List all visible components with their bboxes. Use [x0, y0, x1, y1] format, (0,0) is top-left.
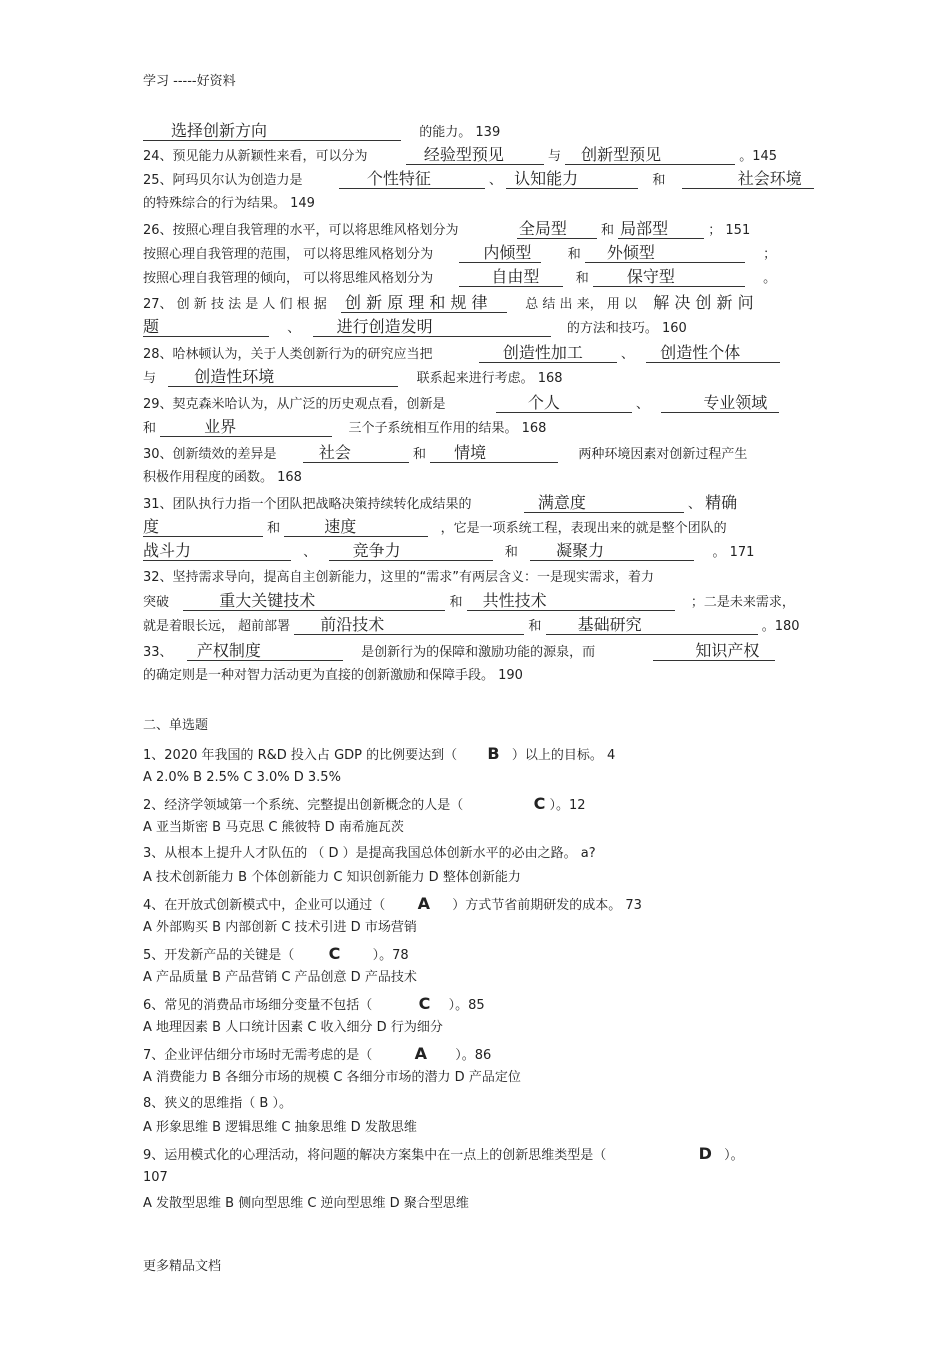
q33-text: 33、 — [143, 645, 173, 660]
q30-line — [143, 444, 747, 466]
mc-q5-options: A 产品质量 B 产品营销 C 产品创意 D 产品技术 — [143, 970, 417, 985]
q32-answer-b: 共性技术 — [467, 592, 675, 611]
mc-q4-answer: A — [417, 894, 430, 913]
q32-line3 — [143, 616, 800, 638]
mc-q2 — [143, 794, 586, 816]
q26-text: 26、按照心理自我管理的水平，可以将思维风格划分为 — [143, 223, 459, 238]
q32-l3-mid: 和 — [528, 619, 542, 634]
q31-text: 31、团队执行力指一个团队把战略决策持续转化成结果的 — [143, 497, 472, 512]
mc-q6 — [143, 994, 485, 1016]
mc-q1-options: A 2.0% B 2.5% C 3.0% D 3.5% — [143, 770, 341, 785]
mc-q2-options: A 亚当斯密 B 马克思 C 熊彼特 D 南希施瓦茨 — [143, 820, 404, 835]
q26-l3-text: 按照心理自我管理的倾向， 可以将思维风格划分为 — [143, 271, 434, 286]
q26-line3 — [143, 268, 776, 290]
q28-text: 28、哈林顿认为，关于人类创新行为的研究应当把 — [143, 347, 433, 362]
q30-text: 30、创新绩效的差异是 — [143, 447, 277, 462]
q30-tail: 两种环境因素对创新过程产生 — [578, 447, 748, 462]
q27-answer-b1: 解 决 创 新 问 — [653, 293, 754, 312]
q26-answer-e: 自由型 — [459, 268, 563, 287]
q31-answer-f: 凝聚力 — [530, 542, 694, 561]
q27-line — [143, 294, 769, 316]
q31-l2-tail: ，它是一项系统工程，表现出来的就是整个团队的 — [440, 521, 727, 536]
q33-line2: 的确定则是一种对智力活动更为直接的创新激励和保障手段。 190 — [143, 668, 523, 683]
q24-mid: 与 — [547, 149, 561, 164]
q31-answer-d: 战斗力 — [143, 542, 291, 561]
q27-mid: 总 结 出 来， 用 以 — [525, 297, 637, 312]
q27-line2 — [143, 318, 687, 340]
mc-q7 — [143, 1044, 491, 1066]
q28-l2-text: 与 — [143, 371, 157, 386]
q24-answer-b: 创新型预见 — [565, 146, 735, 165]
q32-answer-d: 基础研究 — [546, 616, 758, 635]
mc-q6-options: A 地理因素 B 人口统计因素 C 收入细分 D 行为细分 — [143, 1020, 443, 1035]
q32-tail: 。180 — [761, 619, 800, 634]
q26-l3-mid: 和 — [575, 271, 589, 286]
q25-sep: 、 — [488, 173, 502, 188]
mc-q1-text: 1、2020 年我国的 R&D 投入占 GDP 的比例要达到（ — [143, 748, 458, 763]
mc-q4-tail: ）方式节省前期研发的成本。 73 — [452, 898, 642, 913]
mc-q5 — [143, 944, 409, 966]
q33-mid: 是创新行为的保障和激励功能的源泉，而 — [361, 645, 596, 660]
mc-q3: 3、从根本上提升人才队伍的 （ D ）是提高我国总体创新水平的必由之路。 a? — [143, 846, 596, 861]
mc-q5-tail: ）。78 — [372, 948, 409, 963]
mc-q8-options: A 形象思维 B 逻辑思维 C 抽象思维 D 发散思维 — [143, 1120, 417, 1135]
q31-tail: 。 171 — [712, 545, 755, 560]
q25-answer-a: 个性特征 — [339, 170, 485, 189]
q29-text: 29、契克森米哈认为，从广泛的历史观点看，创新是 — [143, 397, 446, 412]
q25-answer-b: 认知能力 — [506, 170, 638, 189]
q32-answer-a: 重大关键技术 — [183, 592, 445, 611]
q30-mid: 和 — [412, 447, 426, 462]
q33-line — [143, 642, 775, 664]
mc-q9-options: A 发散型思维 B 侧向型思维 C 逆向型思维 D 聚合型思维 — [143, 1196, 469, 1211]
q32-l3-text: 就是着眼长远， 超前部署 — [143, 619, 291, 634]
q25-answer-c: 社会环境 — [682, 170, 814, 189]
mc-q8: 8、狭义的思维指（ B ）。 — [143, 1096, 292, 1111]
mc-q4-options: A 外部购买 B 内部创新 C 技术引进 D 市场营销 — [143, 920, 417, 935]
section-title: 二、单选题 — [143, 718, 209, 733]
q31-answer-c: 速度 — [284, 518, 428, 537]
q28-tail: 联系起来进行考虑。 168 — [416, 371, 563, 386]
q26-l2-text: 按照心理自我管理的范围， 可以将思维风格划分为 — [143, 247, 434, 262]
q31-sep2: 、 — [303, 545, 317, 560]
mc-q7-tail: ）。86 — [455, 1048, 492, 1063]
q31-answer-b2: 度 — [143, 518, 263, 537]
q32-line2 — [143, 592, 795, 614]
mc-q1-answer: B — [487, 744, 500, 763]
q24-tail: 。145 — [739, 149, 778, 164]
q29-sep: 、 — [635, 397, 649, 412]
q31-sep: 、 — [687, 497, 701, 512]
mc-q9-tail: ）。 — [724, 1148, 744, 1163]
mc-q6-answer: C — [418, 994, 431, 1013]
q32-l2-text: 突破 — [143, 595, 170, 610]
q31-answer-e: 竞争力 — [329, 542, 493, 561]
q24-text: 24、预见能力从新颖性来看，可以分为 — [143, 149, 368, 164]
mc-q2-answer: C — [533, 794, 546, 813]
q23-tail: 的能力。 139 — [419, 125, 501, 140]
mc-q9 — [143, 1144, 744, 1166]
q28-sep: 、 — [620, 347, 634, 362]
q26-line — [143, 220, 750, 242]
mc-q6-text: 6、常见的消费品市场细分变量不包括（ — [143, 998, 373, 1013]
mc-q5-answer: C — [328, 944, 341, 963]
q29-line — [143, 394, 779, 416]
q26-tail: ； 151 — [708, 223, 751, 238]
q26-l2-mid: 和 — [567, 247, 581, 262]
mc-q2-tail: ）。12 — [549, 798, 586, 813]
mc-q6-tail: ）。85 — [448, 998, 485, 1013]
q25-mid: 和 — [652, 173, 666, 188]
mc-q3-options: A 技术创新能力 B 个体创新能力 C 知识创新能力 D 整体创新能力 — [143, 870, 521, 885]
q26-answer-c: 内倾型 — [459, 244, 541, 263]
mc-q9-line2: 107 — [143, 1170, 168, 1185]
q24-answer-a: 经验型预见 — [406, 146, 544, 165]
q26-answer-f: 保守型 — [593, 268, 745, 287]
q33-answer-a: 产权制度 — [187, 642, 343, 661]
q29-tail: 三个子系统相互作用的结果。 168 — [348, 421, 547, 436]
q28-line2 — [143, 368, 563, 390]
q32-answer-c: 前沿技术 — [294, 616, 524, 635]
q31-mid: 和 — [267, 521, 281, 536]
q31-mid2: 和 — [504, 545, 518, 560]
q27-text: 27、 创 新 技 法 是 人 们 根 据 — [143, 297, 327, 312]
mc-q2-text: 2、经济学领域第一个系统、完整提出创新概念的人是（ — [143, 798, 464, 813]
q23-answer: 选择创新方向 — [143, 122, 401, 141]
mc-q1 — [143, 744, 615, 766]
q24-line — [143, 146, 777, 168]
q28-answer-a: 创造性加工 — [479, 344, 617, 363]
mc-q7-options: A 消费能力 B 各细分市场的规模 C 各细分市场的潜力 D 产品定位 — [143, 1070, 521, 1085]
q25-line2: 的特殊综合的行为结果。 149 — [143, 196, 315, 211]
q25-line — [143, 170, 814, 192]
q27-sep: 、 — [287, 321, 301, 336]
q30-line2: 积极作用程度的函数。 168 — [143, 470, 302, 485]
q27-answer-c: 进行创造发明 — [313, 318, 551, 337]
q28-answer-b: 创造性个体 — [646, 344, 780, 363]
mc-q4-text: 4、在开放式创新模式中，企业可以通过（ — [143, 898, 386, 913]
page-header: 学习 -----好资料 — [143, 74, 236, 89]
mc-q4 — [143, 894, 642, 916]
q31-line3 — [143, 542, 754, 564]
q31-line — [143, 494, 745, 516]
q26-line2 — [143, 244, 776, 266]
q31-answer-b1: 精确 — [705, 493, 738, 512]
mc-q1-tail: ）以上的目标。 4 — [511, 748, 616, 763]
page-footer: 更多精品文档 — [143, 1259, 222, 1274]
mc-q9-text: 9、运用模式化的心理活动，将问题的解决方案集中在一点上的创新思维类型是（ — [143, 1148, 607, 1163]
q31-answer-a: 满意度 — [524, 494, 684, 513]
mc-q7-text: 7、企业评估细分市场时无需考虑的是（ — [143, 1048, 373, 1063]
q27-answer-b2: 题 — [143, 318, 269, 337]
q29-l2-text: 和 — [143, 421, 157, 436]
q32-line: 32、坚持需求导向，提高自主创新能力，这里的“需求”有两层含义：一是现实需求，着力 — [143, 570, 655, 585]
q30-answer-a: 社会 — [303, 444, 409, 463]
q27-tail: 的方法和技巧。 160 — [566, 321, 687, 336]
q26-answer-d: 外倾型 — [585, 244, 745, 263]
q29-line2 — [143, 418, 546, 440]
q29-answer-b: 专业领域 — [661, 394, 779, 413]
q25-text: 25、阿玛贝尔认为创造力是 — [143, 173, 303, 188]
q26-l3-tail: 。 — [763, 271, 777, 286]
q27-answer-a: 创 新 原 理 和 规 律 — [341, 294, 507, 313]
q32-mid: 和 — [449, 595, 463, 610]
q32-l2-tail: ；二是未来需求， — [690, 595, 795, 610]
q30-answer-b: 情境 — [430, 444, 558, 463]
q31-line2 — [143, 518, 727, 540]
q26-mid: 和 — [600, 223, 614, 238]
q29-answer-c: 业界 — [160, 418, 332, 437]
q28-answer-c: 创造性环境 — [168, 368, 398, 387]
q23-line — [143, 122, 500, 144]
mc-q9-answer: D — [698, 1144, 712, 1163]
mc-q7-answer: A — [414, 1044, 427, 1063]
mc-q5-text: 5、开发新产品的关键是（ — [143, 948, 295, 963]
q26-answer-b: 局部型 — [618, 220, 704, 239]
q33-answer-b: 知识产权 — [653, 642, 775, 661]
q26-answer-a: 全局型 — [517, 220, 597, 239]
q28-line — [143, 344, 780, 366]
q26-l2-tail: ； — [763, 247, 777, 262]
q29-answer-a: 个人 — [496, 394, 632, 413]
